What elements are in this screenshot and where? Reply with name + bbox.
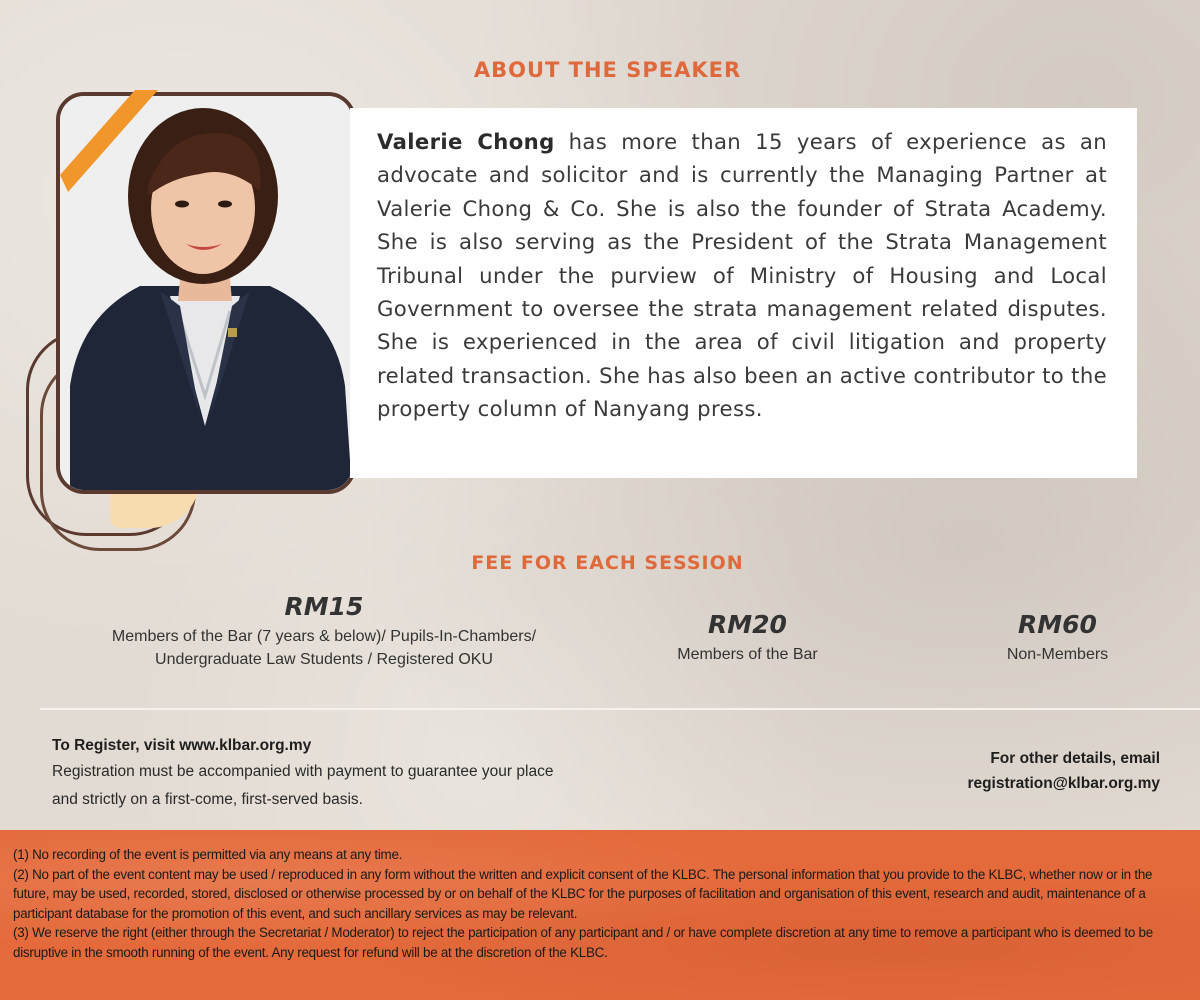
fee-description: Members of the Bar xyxy=(677,646,818,663)
fee-description-line: Undergraduate Law Students / Registered OKU xyxy=(155,651,493,668)
fee-tier-members xyxy=(640,610,855,666)
contact-info xyxy=(860,746,1160,796)
fee-price: RM60 xyxy=(1018,610,1097,639)
registration-info xyxy=(52,734,692,814)
fee-description xyxy=(80,625,568,671)
fee-tier-non-members xyxy=(960,610,1155,666)
speaker-bio-card xyxy=(350,108,1137,478)
fee-tier-members-junior xyxy=(80,592,568,671)
about-speaker-heading: ABOUT THE SPEAKER xyxy=(473,58,742,82)
fee-description: Non-Members xyxy=(1006,646,1109,663)
disclaimer-item: (1) No recording of the event is permitted via any means at any time. xyxy=(13,847,403,862)
disclaimer-item: (3) We reserve the right (either through the Secretariat / Moderator) to reject the participation of any participant and / or have complete discretion at any time to remove a participant who is deemed to be disruptive in the smooth running of the event. Any request for refund will be at the discretion of the KLBC. xyxy=(13,925,1153,960)
register-link-text[interactable]: To Register, visit www.klbar.org.my xyxy=(52,737,312,754)
registration-note-line: and strictly on a first-come, first-served basis. xyxy=(52,791,363,808)
disclaimer-text xyxy=(13,845,1189,962)
speaker-bio xyxy=(377,125,1107,426)
contact-email[interactable]: registration@klbar.org.my xyxy=(967,775,1160,792)
speaker-bio-body: has more than 15 years of experience as an advocate and solicitor and is currently the Managing Partner at Valerie Chong & Co. She is also the founder of Strata Academy. She is also serving as the President of the Strata Management Tribunal under the purview of Ministry of Housing and Local Government to oversee the strata management related disputes. She is experienced in the area of civil litigation and property related transaction. She has also been an active contributor to the property column of Nanyang press. xyxy=(377,129,1108,422)
registration-note-line: Registration must be accompanied with payment to guarantee your place xyxy=(52,763,554,780)
corner-ribbon xyxy=(40,80,160,200)
fee-price: RM20 xyxy=(708,610,787,639)
contact-label: For other details, email xyxy=(990,750,1160,767)
disclaimer-item: (2) No part of the event content may be used / reproduced in any form without the written and explicit consent of the KLBC. The personal information that you provide to the KLBC, whether now or in the future, may be used, recorded, stored, disclosed or otherwise processed by or on behalf of the KLBC for the purposes of facilitation and organisation of this event, research and audit, maintenance of a participant database for the promotion of this event, and such ancillary services as may be relevant. xyxy=(13,866,1153,921)
fee-description-line: Members of the Bar (7 years & below)/ Pupils-In-Chambers/ xyxy=(111,628,537,645)
section-divider xyxy=(40,708,1200,710)
speaker-name: Valerie Chong xyxy=(377,129,555,154)
fee-price: RM15 xyxy=(284,592,364,621)
fee-heading: FEE FOR EACH SESSION xyxy=(471,552,744,574)
disclaimer-panel xyxy=(0,830,1200,1000)
